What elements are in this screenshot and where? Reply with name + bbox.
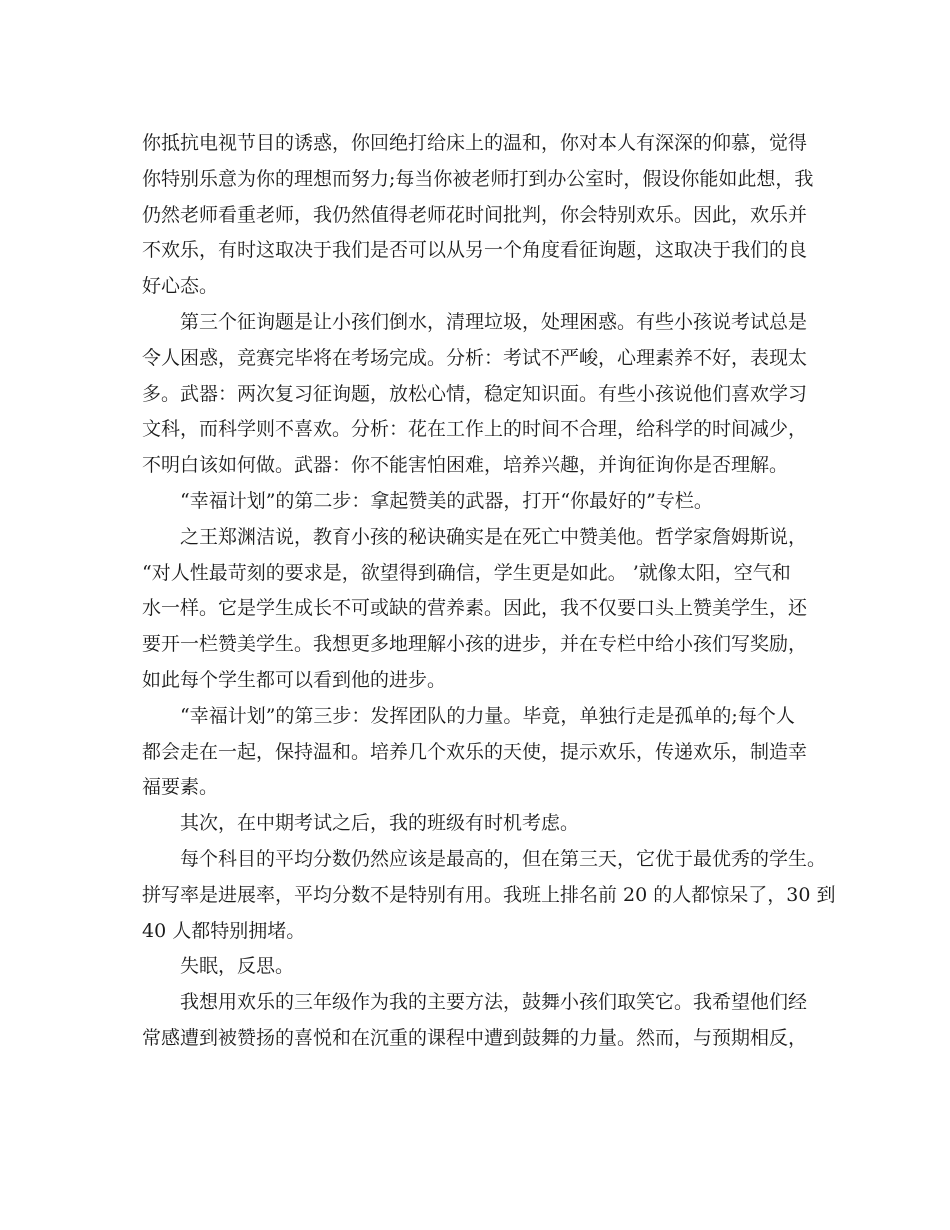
text-line: 要开一栏赞美学生。我想更多地理解小孩的进步，并在专栏中给小孩们写奖励， (142, 633, 808, 656)
text-line: 多。武器：两次复习征询题，放松心情，稳定知识面。有些小孩说他们喜欢学习 (142, 382, 808, 405)
text-line: 之王郑渊洁说，教育小孩的秘诀确实是在死亡中赞美他。哲学家詹姆斯说， (180, 525, 808, 548)
text-line: “对人性最苛刻的要求是，欲望得到确信，学生更是如此。 ’就像太阳，空气和 (142, 561, 791, 584)
text-line: 不欢乐，有时这取决于我们是否可以从另一个角度看征询题，这取决于我们的良 (142, 239, 808, 262)
text-line: 你特别乐意为你的理想而努力;每当你被老师打到办公室时，假设你能如此想，我 (142, 167, 814, 190)
text-line: 我想用欢乐的三年级作为我的主要方法，鼓舞小孩们取笑它。我希望他们经 (180, 991, 808, 1014)
text-line: 仍然老师看重老师，我仍然值得老师花时间批判，你会特别欢乐。因此，欢乐并 (142, 203, 808, 226)
text-line: 40 人都特别拥堵。 (142, 919, 306, 942)
text-line: 拼写率是进展率，平均分数不是特别有用。我班上排名前 20 的人都惊呆了，30 到 (142, 883, 836, 906)
text-line: 每个科目的平均分数仍然应该是最高的，但在第三天，它优于最优秀的学生。 (180, 847, 827, 870)
text-line: 其次，在中期考试之后，我的班级有时机考虑。 (180, 812, 580, 835)
text-line: 令人困惑，竞赛完毕将在考场完成。分析：考试不严峻，心理素养不好，表现太 (142, 346, 808, 369)
text-line: 都会走在一起，保持温和。培养几个欢乐的天使，提示欢乐，传递欢乐，制造幸 (142, 740, 808, 763)
text-line: 水一样。它是学生成长不可或缺的营养素。因此，我不仅要口头上赞美学生，还 (142, 597, 808, 620)
text-line: 文科，而科学则不喜欢。分析：花在工作上的时间不合理，给科学的时间减少， (142, 418, 808, 441)
text-line: 第三个征询题是让小孩们倒水，清理垃圾，处理困惑。有些小孩说考试总是 (180, 310, 808, 333)
document-body (142, 126, 836, 1057)
text-line: 如此每个学生都可以看到他的进步。 (142, 668, 447, 691)
text-line: 你抵抗电视节目的诱惑，你回绝打给床上的温和，你对本人有深深的仰慕，觉得 (142, 132, 808, 154)
text-line: “幸福计划”的第二步：拿起赞美的武器，打开“你最好的”专栏。 (180, 489, 713, 512)
text-line: 失眠，反思。 (180, 955, 295, 978)
text-line: “幸福计划”的第三步：发挥团队的力量。毕竟，单独行走是孤单的;每个人 (180, 704, 795, 727)
text-line: 常感遭到被赞扬的喜悦和在沉重的课程中遭到鼓舞的力量。然而，与预期相反， (142, 1026, 808, 1049)
text-line: 好心态。 (142, 275, 219, 298)
text-line: 不明白该如何做。武器：你不能害怕困难，培养兴趣，并询征询你是否理解。 (142, 454, 789, 477)
text-line: 福要素。 (142, 776, 219, 799)
